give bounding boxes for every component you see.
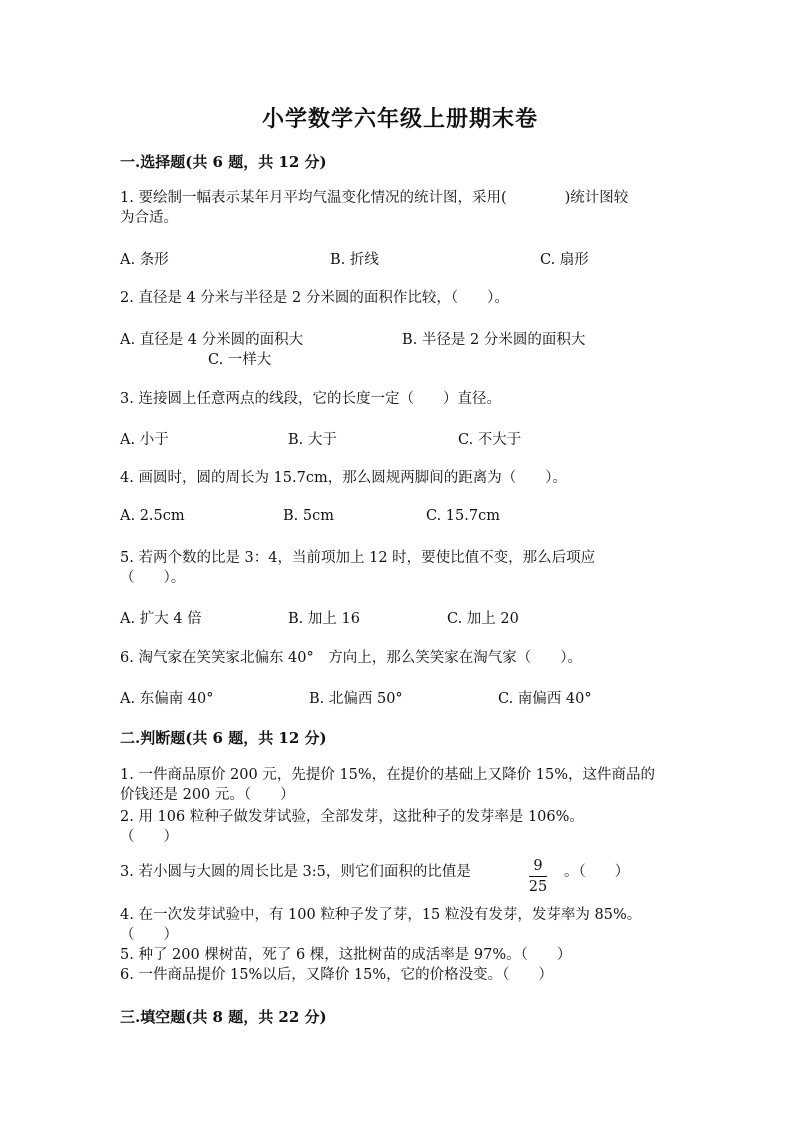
option-b: B. 北偏西 50° <box>309 691 403 707</box>
judge-question-tail: 。（ ） <box>564 864 630 880</box>
option-c: C. 加上 20 <box>447 611 519 627</box>
fraction-numerator: 9 <box>533 858 543 874</box>
judge-question-text-continued: （ ） <box>120 829 178 845</box>
judge-question-text: 4. 在一次发芽试验中，有 100 粒种子发了芽，15 粒没有发芽，发芽率为 85%。 <box>120 907 642 923</box>
judge-question-text-continued: 价钱还是 200 元。（ ） <box>120 787 295 803</box>
section-heading-judge: 二.判断题(共 6 题，共 12 分) <box>120 729 327 747</box>
option-a: A. 直径是 4 分米圆的面积大 <box>120 332 304 348</box>
option-a: A. 扩大 4 倍 <box>120 611 202 627</box>
option-b: B. 大于 <box>288 432 337 448</box>
option-b: B. 半径是 2 分米圆的面积大 <box>402 332 586 348</box>
option-c: C. 南偏西 40° <box>498 691 592 707</box>
option-c: C. 不大于 <box>458 432 522 448</box>
judge-question-text: 6. 一件商品提价 15%以后，又降价 15%，它的价格没变。（ ） <box>120 967 553 983</box>
section-heading-choice: 一.选择题(共 6 题，共 12 分) <box>120 153 327 171</box>
question-text: 1. 要绘制一幅表示某年月平均气温变化情况的统计图，采用( )统计图较 <box>120 190 629 206</box>
judge-question-text-continued: （ ） <box>120 927 178 943</box>
option-c: C. 15.7cm <box>426 508 500 524</box>
option-a: A. 2.5cm <box>120 508 185 524</box>
fraction <box>528 858 548 895</box>
option-c: C. 扇形 <box>540 252 589 268</box>
page-title: 小学数学六年级上册期末卷 <box>261 106 538 132</box>
question-text-continued: （ ）。 <box>120 570 186 586</box>
question-text-continued: 为合适。 <box>120 210 178 226</box>
option-b: B. 加上 16 <box>288 611 360 627</box>
question-text: 4. 画圆时，圆的周长为 15.7cm，那么圆规两脚间的距离为（ ）。 <box>120 470 567 486</box>
question-text: 3. 连接圆上任意两点的线段，它的长度一定（ ）直径。 <box>120 391 501 407</box>
question-text: 5. 若两个数的比是 3：4，当前项加上 12 时，要使比值不变，那么后项应 <box>120 550 596 566</box>
option-b: B. 折线 <box>330 252 379 268</box>
option-a: A. 东偏南 40° <box>120 691 214 707</box>
judge-question-text: 1. 一件商品原价 200 元，先提价 15%，在提价的基础上又降价 15%，这件商品的 <box>120 767 656 783</box>
question-text: 2. 直径是 4 分米与半径是 2 分米圆的面积作比较，（ ）。 <box>120 290 509 306</box>
option-b: B. 5cm <box>283 508 334 524</box>
question-text: 6. 淘气家在笑笑家北偏东 40° 方向上，那么笑笑家在淘气家（ ）。 <box>120 650 583 666</box>
option-c: C. 一样大 <box>208 352 272 368</box>
fraction-denominator: 25 <box>528 879 548 895</box>
judge-question-text: 2. 用 106 粒种子做发芽试验，全部发芽，这批种子的发芽率是 106%。 <box>120 809 584 825</box>
option-a: A. 条形 <box>120 252 169 268</box>
judge-question-text: 3. 若小圆与大圆的周长比是 3:5，则它们面积的比值是 <box>120 864 471 880</box>
judge-question-text: 5. 种了 200 棵树苗，死了 6 棵，这批树苗的成活率是 97%。（ ） <box>120 947 572 963</box>
option-a: A. 小于 <box>120 432 169 448</box>
section-heading-fill: 三.填空题(共 8 题，共 22 分) <box>120 1008 327 1026</box>
